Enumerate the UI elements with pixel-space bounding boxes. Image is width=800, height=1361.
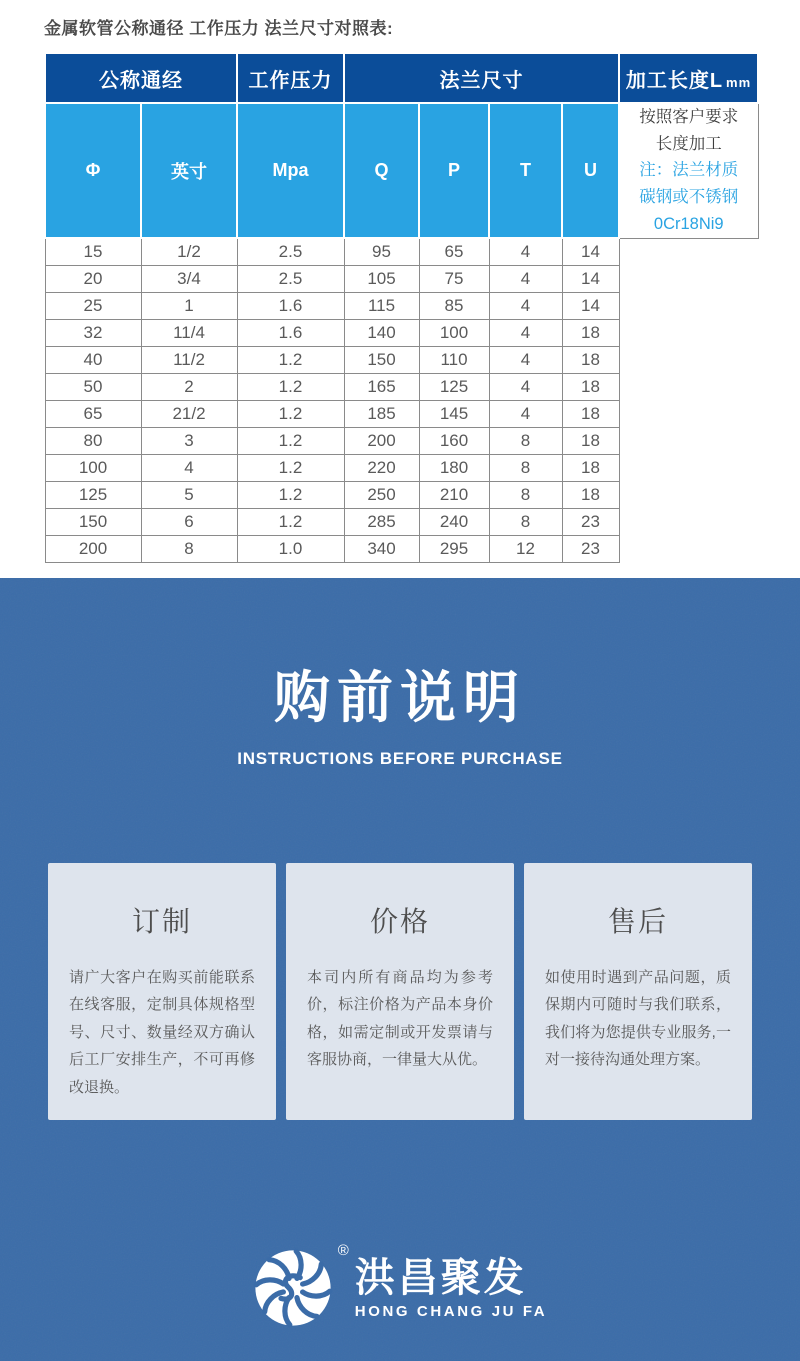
table-cell: 8 bbox=[489, 454, 562, 481]
table-cell: 40 bbox=[45, 346, 141, 373]
table-cell: 3/4 bbox=[141, 265, 237, 292]
table-cell: 165 bbox=[344, 373, 419, 400]
table-cell: 6 bbox=[141, 508, 237, 535]
card-body: 本司内所有商品均为参考价，标注价格为产品本身价格，如需定制或开发票请与客服协商，一律量大从优。 bbox=[307, 969, 493, 1069]
column-q: Q bbox=[344, 103, 419, 238]
table-cell: 4 bbox=[489, 346, 562, 373]
table-row bbox=[45, 454, 758, 481]
table-group-header-row bbox=[45, 53, 758, 103]
table-cell: 145 bbox=[419, 400, 489, 427]
info-cards bbox=[0, 863, 800, 1120]
machining-length-cell bbox=[619, 103, 758, 238]
table-row bbox=[45, 373, 758, 400]
column-group-working-pressure: 工作压力 bbox=[237, 53, 344, 103]
table-cell: 12 bbox=[489, 535, 562, 562]
table-cell: 15 bbox=[45, 238, 141, 265]
card-body: 如使用时遇到产品问题，质保期内可随时与我们联系，我们将为您提供专业服务,一对一接待沟通处理方案。 bbox=[545, 969, 731, 1069]
column-group-flange-size: 法兰尺寸 bbox=[344, 53, 619, 103]
table-row bbox=[45, 265, 758, 292]
table-row bbox=[45, 481, 758, 508]
table-cell: 1.2 bbox=[237, 373, 344, 400]
table-cell: 14 bbox=[562, 238, 619, 265]
table-row bbox=[45, 427, 758, 454]
table-sub-header-row bbox=[45, 103, 758, 238]
spec-table-body bbox=[45, 238, 758, 562]
table-cell: 21/2 bbox=[141, 400, 237, 427]
table-cell: 2 bbox=[141, 373, 237, 400]
table-cell: 3 bbox=[141, 427, 237, 454]
table-cell: 65 bbox=[45, 400, 141, 427]
table-cell: 85 bbox=[419, 292, 489, 319]
section-title: 购前说明 bbox=[274, 666, 526, 729]
card-title: 订制 bbox=[131, 906, 192, 937]
table-cell: 18 bbox=[562, 346, 619, 373]
table-cell: 200 bbox=[45, 535, 141, 562]
flange-material-note-line: 碳钢或不锈钢 bbox=[639, 188, 739, 207]
table-cell: 14 bbox=[562, 265, 619, 292]
table-cell: 14 bbox=[562, 292, 619, 319]
table-cell: 50 bbox=[45, 373, 141, 400]
table-cell: 1.0 bbox=[237, 535, 344, 562]
column-group-nominal-diameter: 公称通经 bbox=[45, 53, 237, 103]
table-cell: 150 bbox=[45, 508, 141, 535]
table-cell: 1 bbox=[141, 292, 237, 319]
table-cell: 25 bbox=[45, 292, 141, 319]
table-cell: 11/2 bbox=[141, 346, 237, 373]
table-cell: 2.5 bbox=[237, 238, 344, 265]
table-cell: 1/2 bbox=[141, 238, 237, 265]
table-cell: 95 bbox=[344, 238, 419, 265]
table-cell: 18 bbox=[562, 319, 619, 346]
table-cell: 250 bbox=[344, 481, 419, 508]
registered-trademark-icon: ® bbox=[337, 1242, 349, 1259]
table-row bbox=[45, 238, 758, 265]
column-phi: Φ bbox=[45, 103, 141, 238]
card-custom-order bbox=[48, 863, 276, 1120]
table-cell: 105 bbox=[344, 265, 419, 292]
table-cell: 2.5 bbox=[237, 265, 344, 292]
table-cell: 75 bbox=[419, 265, 489, 292]
column-t: T bbox=[489, 103, 562, 238]
table-cell: 1.2 bbox=[237, 346, 344, 373]
table-cell: 1.2 bbox=[237, 481, 344, 508]
table-cell: 4 bbox=[141, 454, 237, 481]
table-cell: 110 bbox=[419, 346, 489, 373]
table-cell: 125 bbox=[45, 481, 141, 508]
table-cell: 1.2 bbox=[237, 427, 344, 454]
column-group-machining-length bbox=[619, 53, 758, 103]
table-cell: 4 bbox=[489, 319, 562, 346]
page-title: 金属软管公称通径 工作压力 法兰尺寸对照表: bbox=[44, 19, 394, 38]
table-cell: 140 bbox=[344, 319, 419, 346]
length-request-line: 长度加工 bbox=[655, 134, 722, 153]
table-cell: 1.2 bbox=[237, 400, 344, 427]
table-cell: 8 bbox=[489, 481, 562, 508]
pinwheel-logo-icon bbox=[253, 1248, 333, 1328]
table-cell: 150 bbox=[344, 346, 419, 373]
table-row bbox=[45, 535, 758, 562]
table-cell: 8 bbox=[489, 508, 562, 535]
length-request-line: 按照客户要求 bbox=[639, 108, 739, 126]
table-cell: 4 bbox=[489, 238, 562, 265]
table-row bbox=[45, 319, 758, 346]
table-cell: 20 bbox=[45, 265, 141, 292]
table-cell: 160 bbox=[419, 427, 489, 454]
brand-name-english: HONG CHANG JU FA bbox=[354, 1303, 548, 1320]
column-u: U bbox=[562, 103, 619, 238]
card-body: 请广大客户在购买前能联系在线客服，定制具体规格型号、尺寸、数量经双方确认后工厂安排生产，不可再修改退换。 bbox=[69, 969, 255, 1096]
table-cell: 18 bbox=[562, 373, 619, 400]
table-cell: 115 bbox=[344, 292, 419, 319]
table-cell: 5 bbox=[141, 481, 237, 508]
table-cell: 1.6 bbox=[237, 292, 344, 319]
brand-text bbox=[355, 1256, 547, 1320]
table-cell: 100 bbox=[419, 319, 489, 346]
card-after-sales bbox=[524, 863, 752, 1120]
table-cell: 4 bbox=[489, 373, 562, 400]
table-row bbox=[45, 292, 758, 319]
table-cell: 23 bbox=[562, 508, 619, 535]
table-cell: 125 bbox=[419, 373, 489, 400]
card-title: 售后 bbox=[607, 906, 668, 937]
purchase-instructions-section bbox=[0, 578, 800, 1361]
table-cell: 340 bbox=[344, 535, 419, 562]
flange-material-grade: 0Cr18Ni9 bbox=[653, 214, 724, 233]
table-cell: 4 bbox=[489, 292, 562, 319]
table-cell: 18 bbox=[562, 481, 619, 508]
table-cell: 180 bbox=[419, 454, 489, 481]
table-cell: 4 bbox=[489, 265, 562, 292]
table-row bbox=[45, 508, 758, 535]
spec-table bbox=[44, 52, 759, 563]
machining-length-label: 加工长度L bbox=[625, 69, 724, 92]
table-cell: 8 bbox=[141, 535, 237, 562]
table-cell: 100 bbox=[45, 454, 141, 481]
table-cell: 285 bbox=[344, 508, 419, 535]
table-cell: 18 bbox=[562, 427, 619, 454]
section-subtitle: INSTRUCTIONS BEFORE PURCHASE bbox=[237, 749, 563, 768]
table-cell: 210 bbox=[419, 481, 489, 508]
table-cell: 65 bbox=[419, 238, 489, 265]
table-cell: 185 bbox=[344, 400, 419, 427]
table-cell: 295 bbox=[419, 535, 489, 562]
card-title: 价格 bbox=[369, 906, 430, 937]
brand-name-chinese: 洪昌聚发 bbox=[354, 1256, 527, 1300]
table-row bbox=[45, 346, 758, 373]
table-cell: 1.6 bbox=[237, 319, 344, 346]
table-cell: 18 bbox=[562, 454, 619, 481]
table-cell: 200 bbox=[344, 427, 419, 454]
table-cell: 23 bbox=[562, 535, 619, 562]
table-cell: 32 bbox=[45, 319, 141, 346]
spec-section bbox=[0, 0, 800, 578]
card-price bbox=[286, 863, 514, 1120]
brand-footer bbox=[0, 1242, 800, 1328]
table-cell: 11/4 bbox=[141, 319, 237, 346]
table-cell: 1.2 bbox=[237, 454, 344, 481]
flange-material-note-line: 注：法兰材质 bbox=[639, 161, 739, 180]
table-row bbox=[45, 400, 758, 427]
table-cell: 8 bbox=[489, 427, 562, 454]
table-cell: 220 bbox=[344, 454, 419, 481]
table-cell: 80 bbox=[45, 427, 141, 454]
column-inch: 英寸 bbox=[141, 103, 237, 238]
table-cell: 4 bbox=[489, 400, 562, 427]
table-cell: 18 bbox=[562, 400, 619, 427]
column-p: P bbox=[419, 103, 489, 238]
column-mpa: Mpa bbox=[237, 103, 344, 238]
brand-logo bbox=[253, 1242, 349, 1328]
table-cell: 240 bbox=[419, 508, 489, 535]
table-cell: 1.2 bbox=[237, 508, 344, 535]
machining-length-unit: mm bbox=[726, 74, 752, 90]
